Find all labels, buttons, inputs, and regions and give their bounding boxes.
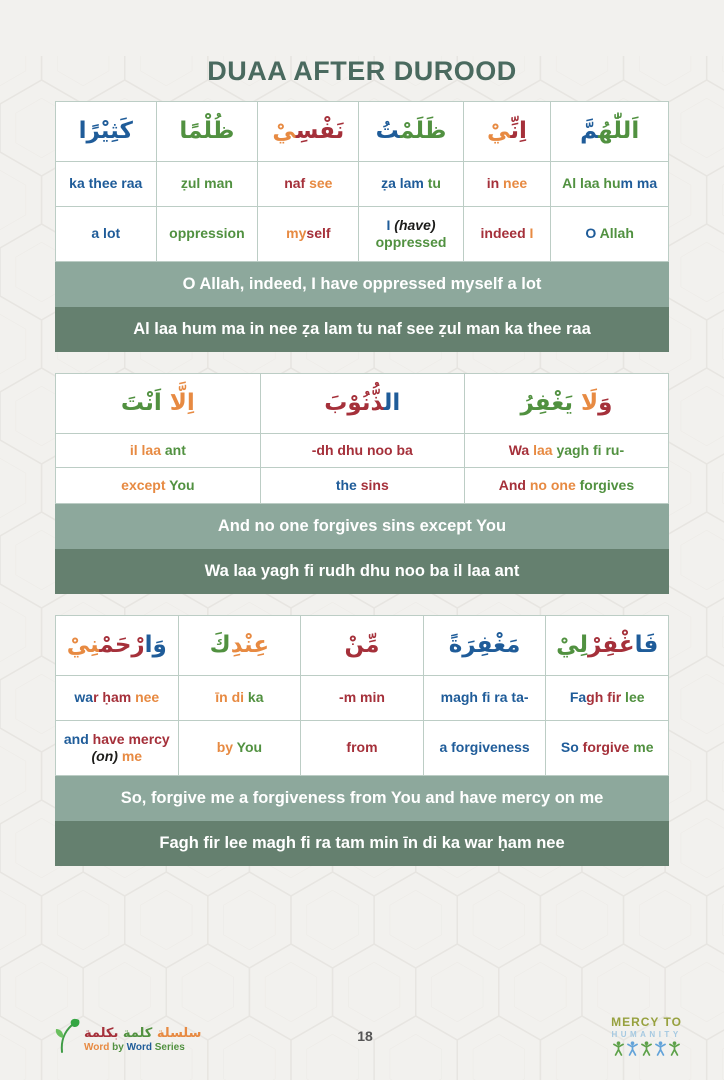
- text-segment: m ma: [620, 175, 658, 192]
- text-segment: ka thee raa: [69, 175, 143, 192]
- text-segment: I: [386, 216, 391, 233]
- text-segment: لِيْ: [556, 632, 588, 659]
- text-segment: وَ: [598, 390, 613, 417]
- meaning-cell: [423, 721, 546, 776]
- text-segment: īn di: [215, 689, 245, 706]
- text-segment: كَ: [209, 632, 231, 659]
- text-segment: self: [306, 225, 331, 242]
- meaning-cell: [56, 468, 261, 504]
- transliteration-cell: [423, 676, 546, 721]
- transliteration-cell: [258, 162, 359, 207]
- text-segment: nee: [499, 175, 528, 192]
- meaning-cell: [178, 721, 301, 776]
- summary-translation-bar: [55, 262, 669, 307]
- dua-block: [55, 101, 669, 352]
- text-segment: indeed: [480, 225, 526, 242]
- summary-translation-text: O Allah, indeed, I have oppressed myself a lot: [182, 275, 542, 293]
- text-segment: بكلمة: [84, 1026, 119, 1042]
- text-segment: You: [233, 739, 263, 756]
- summary-transliteration-text: Al laa hum ma in nee ẓa lam tu naf see ẓul man ka thee raa: [133, 320, 591, 338]
- text-segment: So: [560, 739, 579, 756]
- summary-transliteration-bar: [55, 821, 669, 866]
- arabic-word-cell: [464, 374, 668, 434]
- transliteration-cell: [301, 676, 424, 721]
- transliteration-cell: [551, 162, 669, 207]
- text-segment: I: [525, 225, 534, 242]
- text-segment: laa: [529, 441, 553, 458]
- text-segment: ال‍: [383, 390, 401, 417]
- word-table: [55, 373, 669, 504]
- page-footer: [48, 1015, 682, 1056]
- text-segment: nee: [131, 689, 160, 706]
- transliteration-cell: [463, 162, 551, 207]
- text-segment: gh fir: [586, 689, 622, 706]
- text-segment: oppressed: [375, 234, 447, 250]
- text-segment: You: [165, 476, 195, 493]
- transliteration-cell: [178, 676, 301, 721]
- meaning-cell: [551, 207, 669, 262]
- text-segment: ‍يْ: [487, 118, 511, 145]
- arabic-word-cell: [56, 616, 179, 676]
- summary-translation-text: And no one forgives sins except You: [217, 517, 507, 535]
- transliteration-cell: [464, 434, 668, 468]
- text-segment: مَغْفِرَةً: [448, 632, 521, 659]
- text-segment: اِنِّ‍: [510, 118, 527, 145]
- text-segment: يَغْفِرُ: [520, 390, 573, 417]
- page-title: DUAA AFTER DUROOD: [207, 56, 517, 86]
- text-segment: كلمة: [118, 1026, 153, 1042]
- text-segment: magh fi ra ta-: [440, 689, 529, 706]
- text-segment: the: [335, 476, 357, 493]
- arabic-word-cell: [178, 616, 301, 676]
- text-segment: O: [585, 225, 597, 242]
- people-figures-icon: [612, 1041, 681, 1056]
- text-segment: forgives: [575, 476, 635, 493]
- text-segment: Word: [84, 1042, 110, 1053]
- text-segment: رْحَمْ‍: [99, 632, 145, 659]
- text-segment: ظُلْمًا: [179, 118, 235, 145]
- mercy-to-humanity-logo: [611, 1015, 682, 1056]
- text-segment: Word: [123, 1042, 152, 1053]
- arabic-word-cell: [301, 616, 424, 676]
- text-segment: lee: [621, 689, 645, 706]
- text-segment: il laa: [129, 441, 161, 458]
- text-segment: Wa: [508, 441, 530, 458]
- text-segment: نَفْسِ‍: [295, 118, 345, 145]
- text-segment: tu: [423, 175, 441, 192]
- humanity-text: HUMANITY: [611, 1030, 682, 1039]
- text-segment: ka: [244, 689, 264, 706]
- dua-block: [55, 615, 669, 866]
- person-icon: [640, 1041, 653, 1056]
- text-segment: yagh fi ru-: [552, 441, 625, 458]
- logo-arabic-text: [84, 1027, 201, 1042]
- person-icon: [626, 1041, 639, 1056]
- text-segment: ‍نِيْ: [66, 632, 100, 659]
- transliteration-cell: [56, 162, 157, 207]
- text-segment: لَا: [572, 390, 599, 417]
- text-segment: have mercy: [88, 730, 170, 747]
- text-segment: r ḥam: [93, 689, 132, 706]
- text-segment: وَا: [144, 632, 167, 659]
- text-segment: my: [286, 225, 307, 242]
- person-icon: [612, 1041, 625, 1056]
- text-segment: sins: [356, 476, 389, 493]
- summary-transliteration-bar: [55, 307, 669, 352]
- page-content: [0, 56, 724, 866]
- text-segment: ẓul man: [180, 175, 233, 192]
- transliteration-cell: [546, 676, 669, 721]
- text-segment: in: [486, 175, 500, 192]
- leaf-icon: [48, 1018, 82, 1054]
- arabic-word-cell: [463, 102, 551, 162]
- meaning-cell: [56, 721, 179, 776]
- text-segment: اَللّٰهُ‍: [598, 118, 640, 145]
- text-segment: by: [109, 1042, 124, 1053]
- text-segment: Al laa hu: [562, 175, 621, 192]
- meaning-cell: [464, 468, 668, 504]
- text-segment: And: [498, 476, 526, 493]
- transliteration-cell: [56, 676, 179, 721]
- logo-caption-text: [84, 1042, 201, 1054]
- summary-transliteration-text: Fagh fir lee magh fi ra tam min īn di ka war ḥam nee: [159, 834, 565, 852]
- meaning-cell: [359, 207, 463, 262]
- text-segment: Series: [151, 1042, 185, 1053]
- text-segment: غْفِرْ: [588, 632, 635, 659]
- arabic-word-cell: [56, 374, 261, 434]
- text-segment: Fa: [569, 689, 587, 706]
- text-segment: (on): [91, 748, 118, 764]
- arabic-word-cell: [156, 102, 258, 162]
- text-segment: كَثِيْرًا: [78, 118, 133, 145]
- word-by-word-series-logo: [48, 1018, 201, 1054]
- arabic-word-cell: [359, 102, 463, 162]
- text-segment: wa: [74, 689, 94, 706]
- text-segment: from: [346, 739, 378, 756]
- meaning-cell: [260, 468, 464, 504]
- meaning-cell: [546, 721, 669, 776]
- meaning-cell: [258, 207, 359, 262]
- transliteration-cell: [260, 434, 464, 468]
- arabic-word-cell: [258, 102, 359, 162]
- summary-translation-text: So, forgive me a forgiveness from You and have mercy on me: [120, 789, 604, 807]
- transliteration-cell: [156, 162, 258, 207]
- text-segment: except: [121, 476, 166, 493]
- text-segment: ‍يْ: [272, 118, 296, 145]
- arabic-word-cell: [551, 102, 669, 162]
- arabic-word-cell: [56, 102, 157, 162]
- text-segment: naf: [284, 175, 306, 192]
- text-segment: (have): [390, 216, 436, 233]
- text-segment: ‍تُ: [375, 118, 400, 145]
- meaning-cell: [301, 721, 424, 776]
- text-segment: forgive: [578, 739, 630, 756]
- text-segment: فَا: [634, 632, 659, 659]
- transliteration-cell: [359, 162, 463, 207]
- word-table: [55, 101, 669, 262]
- text-segment: سلسلة: [152, 1026, 202, 1042]
- text-segment: oppression: [169, 225, 245, 242]
- text-segment: ‍مَّ: [580, 118, 599, 145]
- page-number: 18: [357, 1027, 373, 1044]
- arabic-word-cell: [423, 616, 546, 676]
- transliteration-cell: [56, 434, 261, 468]
- summary-translation-bar: [55, 776, 669, 821]
- summary-translation-bar: [55, 504, 669, 549]
- text-segment: a forgiveness: [439, 739, 530, 756]
- text-segment: ‍ذُّنُوْبَ: [324, 390, 384, 417]
- text-segment: me: [117, 748, 143, 764]
- text-segment: مِّنْ: [344, 632, 380, 659]
- person-icon: [668, 1041, 681, 1056]
- word-table: [55, 615, 669, 776]
- person-icon: [654, 1041, 667, 1056]
- text-segment: by: [216, 739, 234, 756]
- text-segment: see: [305, 175, 333, 192]
- text-segment: and: [63, 730, 89, 747]
- text-segment: a lot: [91, 225, 121, 242]
- summary-transliteration-text: Wa laa yagh fi rudh dhu noo ba il laa ant: [204, 562, 520, 580]
- text-segment: ant: [160, 441, 186, 458]
- meaning-cell: [156, 207, 258, 262]
- meaning-cell: [56, 207, 157, 262]
- text-segment: no one: [525, 476, 576, 493]
- text-segment: اِلَّا: [161, 390, 195, 417]
- text-segment: Allah: [596, 225, 634, 242]
- summary-transliteration-bar: [55, 549, 669, 594]
- arabic-word-cell: [546, 616, 669, 676]
- arabic-word-cell: [260, 374, 464, 434]
- dua-sections: [55, 101, 669, 866]
- mercy-to-text: MERCY TO: [611, 1015, 682, 1029]
- text-segment: ẓa lam: [381, 175, 424, 192]
- text-segment: عِنْدِ: [230, 632, 270, 659]
- text-segment: -m min: [339, 689, 385, 706]
- text-segment: me: [629, 739, 654, 756]
- text-segment: ظَلَمْ‍: [399, 118, 447, 145]
- meaning-cell: [463, 207, 551, 262]
- dua-block: [55, 373, 669, 594]
- text-segment: -dh dhu noo ba: [311, 441, 413, 458]
- text-segment: اَنْتَ: [120, 390, 162, 417]
